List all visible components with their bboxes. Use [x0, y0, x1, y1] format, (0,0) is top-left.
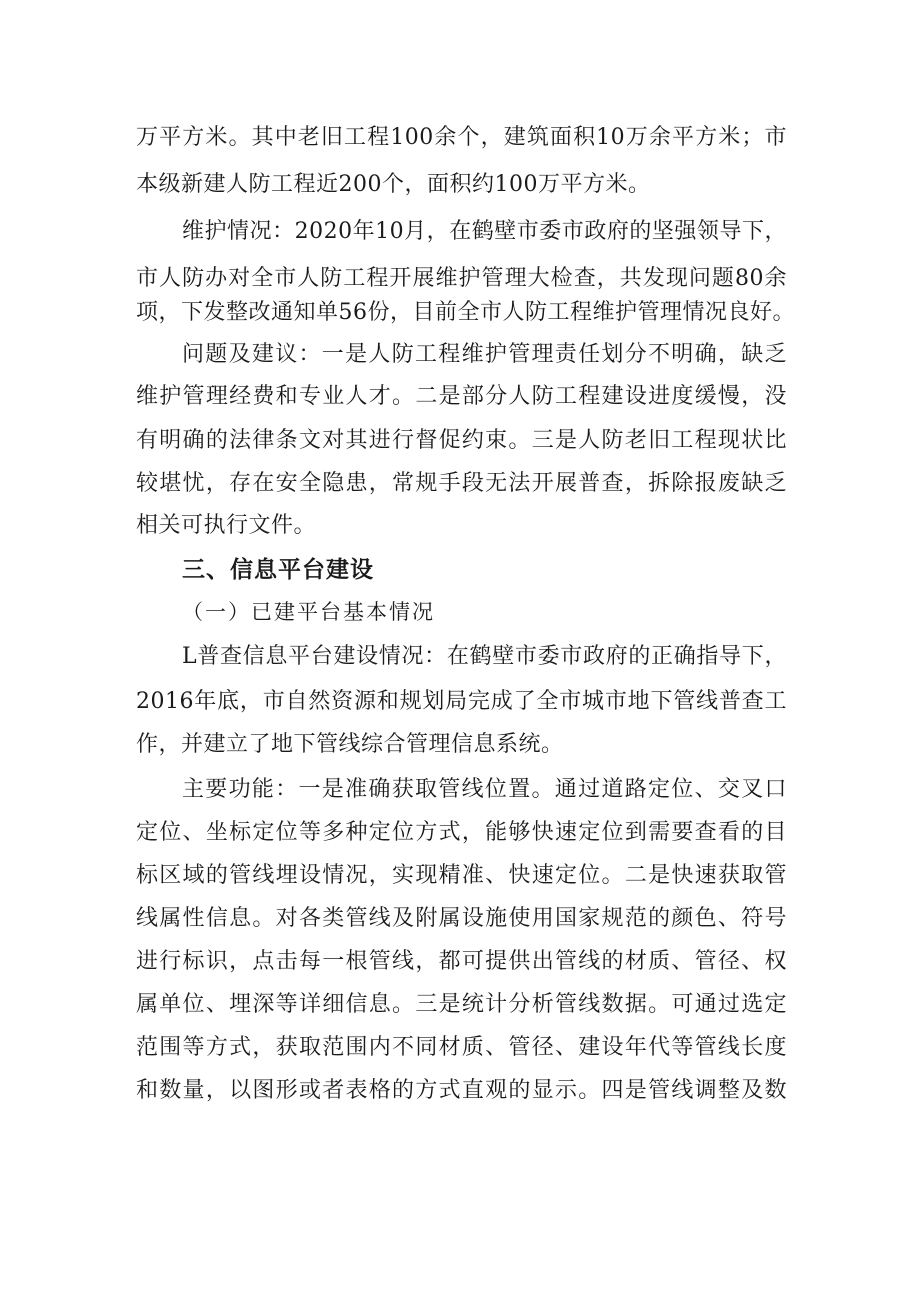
paragraph-4-line-3: 作，并建立了地下管线综合管理信息系统。 — [136, 732, 564, 757]
paragraph-5-line-6: 属单位、埋深等详细信息。三是统计分析管线数据。可通过选定 — [136, 992, 787, 1017]
paragraph-3-line-3: 有明确的法律条文对其进行督促约束。三是人防老旧工程现状比 — [136, 428, 787, 453]
paragraph-3-line-1: 问题及建议：一是人防工程维护管理责任划分不明确，缺乏 — [182, 342, 787, 367]
paragraph-5-line-7: 范围等方式，获取范围内不同材质、管径、建设年代等管线长度 — [136, 1035, 787, 1060]
paragraph-2-line-3: 项，下发整改通知单56份，目前全市人防工程维护管理情况良好。 — [136, 300, 795, 325]
paragraph-2-line-1: 维护情况：2020年10月，在鹤壁市委市政府的坚强领导下， — [182, 219, 787, 244]
paragraph-1-line-1: 万平方米。其中老旧工程100余个，建筑面积10万余平方米；市 — [136, 125, 787, 150]
paragraph-3-line-5: 相关可执行文件。 — [136, 513, 317, 538]
paragraph-5-line-4: 线属性信息。对各类管线及附属设施使用国家规范的颜色、符号 — [136, 906, 787, 931]
paragraph-3-line-4: 较堪忧，存在安全隐患，常规手段无法开展普查，拆除报废缺乏 — [136, 471, 787, 496]
subsection-heading: （一）已建平台基本情况 — [182, 600, 435, 624]
paragraph-5-line-2: 定位、坐标定位等多种定位方式，能够快速定位到需要查看的目 — [136, 820, 787, 845]
paragraph-4-line-1: L普查信息平台建设情况：在鹤壁市委市政府的正确指导下， — [182, 644, 787, 669]
paragraph-5-line-1: 主要功能：一是准确获取管线位置。通过道路定位、交叉口 — [182, 777, 787, 802]
paragraph-5-line-5: 进行标识，点击每一根管线，都可提供出管线的材质、管径、权 — [136, 949, 787, 974]
paragraph-2-line-2: 市人防办对全市人防工程开展维护管理大检查，共发现问题80余 — [136, 266, 787, 291]
paragraph-5-line-8: 和数量，以图形或者表格的方式直观的显示。四是管线调整及数 — [136, 1078, 787, 1103]
paragraph-1-line-2: 本级新建人防工程近200个，面积约100万平方米。 — [136, 172, 651, 197]
paragraph-5-line-3: 标区域的管线埋设情况，实现精准、快速定位。二是快速获取管 — [136, 863, 787, 888]
paragraph-3-line-2: 维护管理经费和专业人才。二是部分人防工程建设进度缓慢，没 — [136, 384, 787, 409]
section-heading: 三、信息平台建设 — [182, 557, 374, 583]
paragraph-4-line-2: 2016年底，市自然资源和规划局完成了全市城市地下管线普查工 — [136, 689, 787, 714]
